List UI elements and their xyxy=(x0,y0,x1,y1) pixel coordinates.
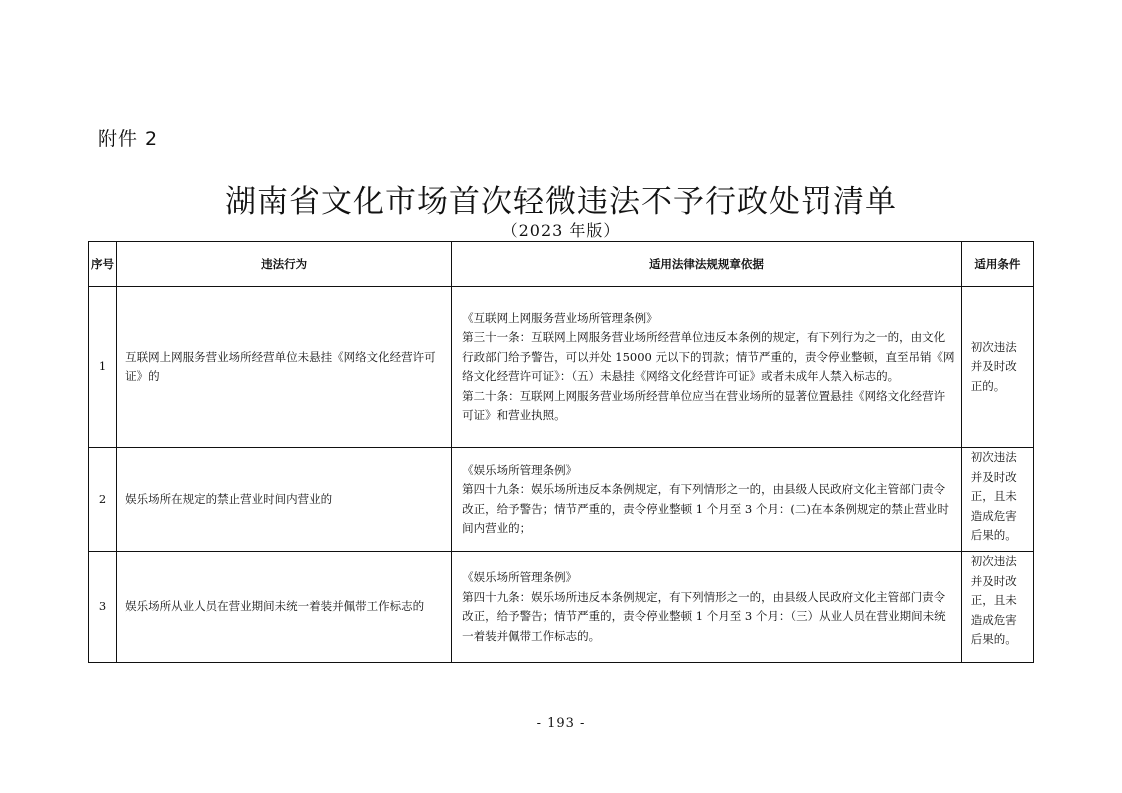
row-conditions xyxy=(961,552,1033,663)
legal-basis-clause: 第三十一条：互联网上网服务营业场所经营单位违反本条例的规定，有下列行为之一的，由文化行政部门给予警告，可以并处 15000 元以下的罚款；情节严重的，责令停业整顿，直至吊销《网络文化经营许可证》：（五）未悬挂《网络文化经营许可证》或者未成年人禁入标志的。 xyxy=(462,330,955,383)
legal-basis-regulation: 《互联网上网服务营业场所管理条例》 xyxy=(462,310,658,325)
row-legal-basis xyxy=(452,552,962,663)
row-legal-basis xyxy=(452,287,962,448)
conditions-text: 初次违法并及时改正，且未造成危害后果的。 xyxy=(970,450,1017,542)
row-conditions xyxy=(961,287,1033,448)
legal-basis-clause: 第四十九条：娱乐场所违反本条例规定，有下列情形之一的，由县级人民政府文化主管部门责令改正，给予警告；情节严重的，责令停业整顿 1 个月至 3 个月：(二)在本条例规定的禁止营业时间内营业的； xyxy=(462,482,949,535)
document-subtitle: （2023 年版） xyxy=(501,221,621,240)
row-serial-number: 3 xyxy=(89,552,117,663)
page-number: - 193 - xyxy=(536,716,586,731)
row-serial-number: 2 xyxy=(89,448,117,552)
table-row xyxy=(89,287,1034,448)
row-violation: 娱乐场所从业人员在营业期间未统一着装并佩带工作标志的 xyxy=(117,552,452,663)
row-violation: 互联网上网服务营业场所经营单位未悬挂《网络文化经营许可证》的 xyxy=(117,287,452,448)
conditions-text: 初次违法并及时改正，且未造成危害后果的。 xyxy=(970,554,1017,646)
row-serial-number: 1 xyxy=(89,287,117,448)
header-violation: 违法行为 xyxy=(117,242,452,287)
conditions-text: 初次违法并及时改正的。 xyxy=(970,339,1017,393)
table-row xyxy=(89,552,1034,663)
table-header-row xyxy=(89,242,1034,287)
header-conditions: 适用条件 xyxy=(961,242,1033,287)
header-serial-number: 序号 xyxy=(89,242,117,287)
legal-basis-clause: 第四十九条：娱乐场所违反本条例规定，有下列情形之一的，由县级人民政府文化主管部门责令改正，给予警告；情节严重的，责令停业整顿 1 个月至 3 个月：（三）从业人员在营业期间未统一着装并佩带工作标志的。 xyxy=(462,589,946,643)
row-violation: 娱乐场所在规定的禁止营业时间内营业的 xyxy=(117,448,452,552)
header-legal-basis: 适用法律法规规章依据 xyxy=(452,242,962,287)
document-title: 湖南省文化市场首次轻微违法不予行政处罚清单 xyxy=(225,184,897,220)
attachment-label: 附件 2 xyxy=(98,128,159,150)
legal-basis-regulation: 《娱乐场所管理条例》 xyxy=(462,462,578,477)
penalty-exemption-table xyxy=(88,241,1034,663)
legal-basis-clause: 第二十条：互联网上网服务营业场所经营单位应当在营业场所的显著位置悬挂《网络文化经营许可证》和营业执照。 xyxy=(462,388,946,422)
row-legal-basis xyxy=(452,448,962,552)
row-conditions xyxy=(961,448,1033,552)
legal-basis-regulation: 《娱乐场所管理条例》 xyxy=(462,570,578,584)
table-row xyxy=(89,448,1034,552)
